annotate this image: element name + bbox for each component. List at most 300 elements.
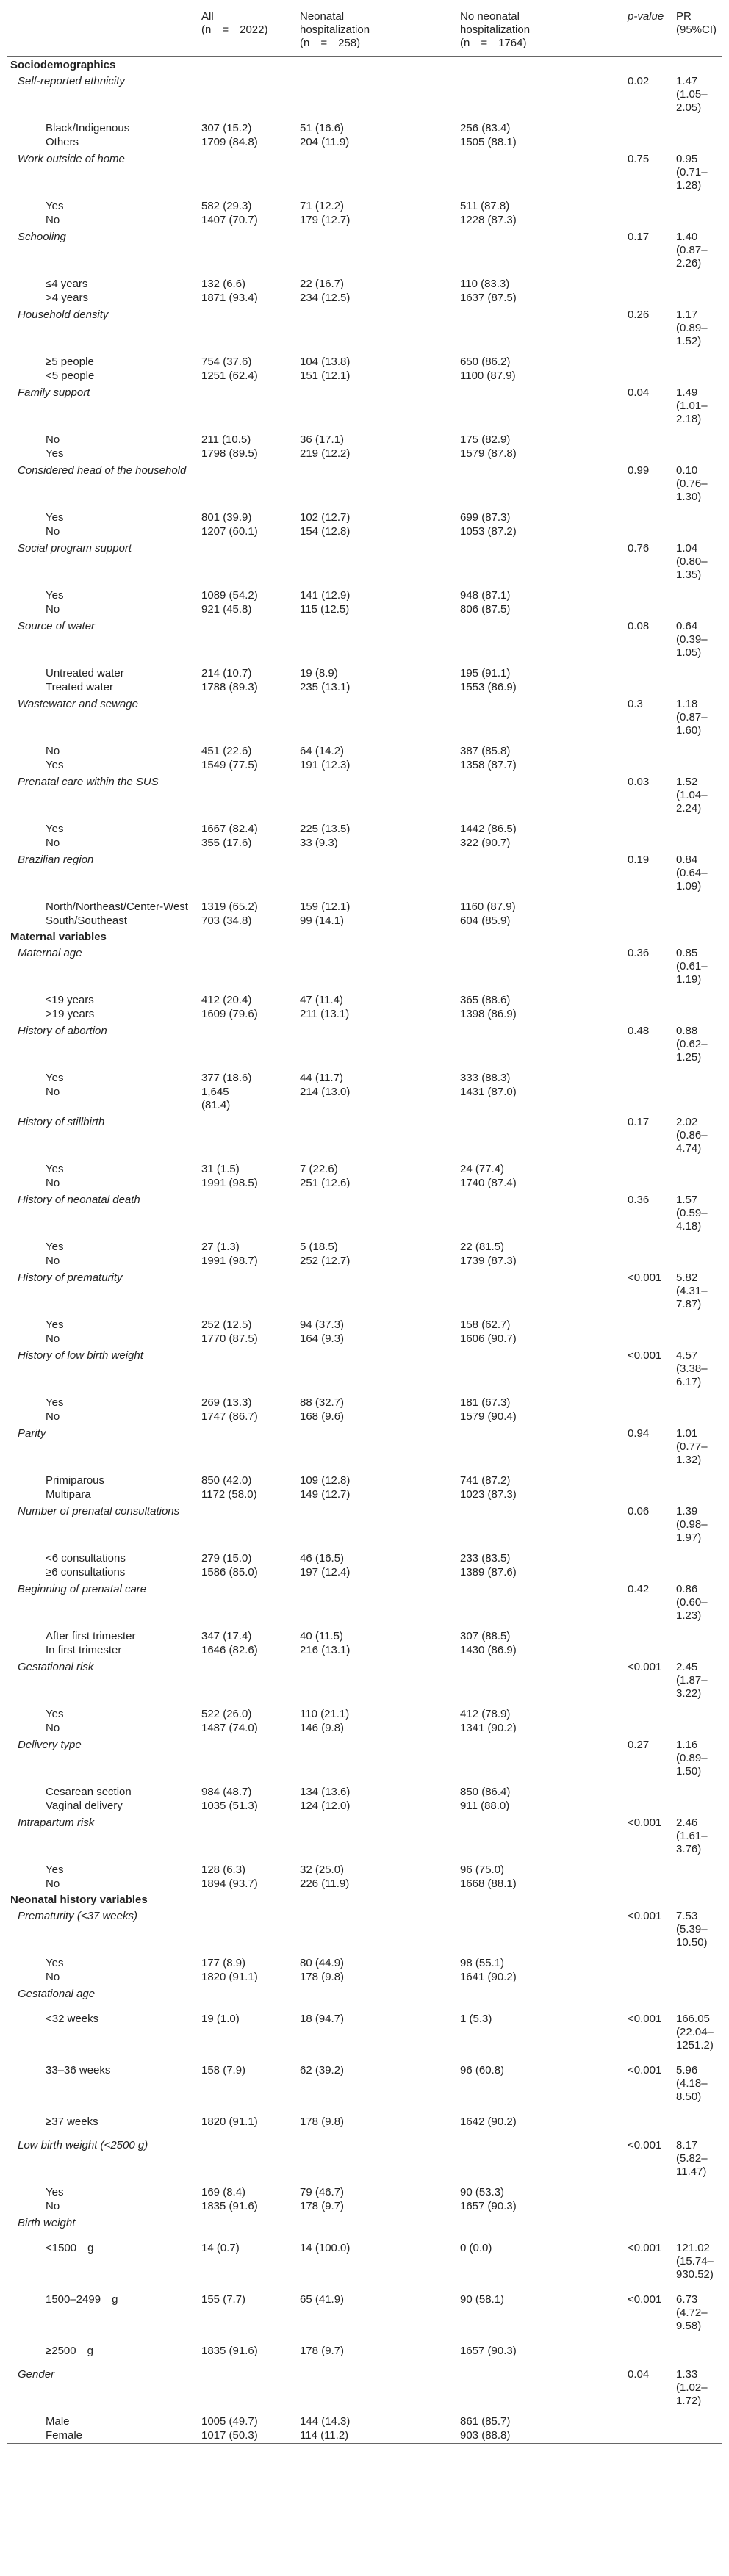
cell-no-neonatal-hospitalization	[457, 1658, 625, 1708]
cell-no-neonatal-hospitalization: 1100 (87.9)	[460, 369, 516, 382]
cell-no-neonatal-hospitalization: 1606 (90.7)	[460, 1332, 517, 1345]
row-label: No	[46, 1086, 60, 1098]
cell-all: 377 (18.6)	[201, 1072, 252, 1084]
cell-p-value	[625, 214, 673, 228]
cell-all: 1035 (51.3)	[201, 1800, 258, 1812]
cell-prevalence-ratio: 0.86 (0.60– 1.23)	[676, 1583, 708, 1622]
cell-p-value	[625, 2415, 673, 2429]
variable-row	[7, 228, 722, 278]
cell-neonatal-hospitalization: 124 (12.0)	[300, 1800, 351, 1812]
cell-all	[198, 150, 297, 200]
row-label: No	[46, 1410, 60, 1423]
cell-no-neonatal-hospitalization: 1023 (87.3)	[460, 1488, 517, 1501]
cell-neonatal-hospitalization	[297, 306, 457, 356]
row-label: Female	[46, 2429, 83, 2442]
cell-p-value	[625, 1008, 673, 1022]
category-row	[7, 2289, 722, 2340]
cell-p-value	[625, 1971, 673, 1985]
cell-all: 1609 (79.6)	[201, 1008, 258, 1020]
cell-no-neonatal-hospitalization	[457, 1191, 625, 1241]
cell-p-value	[625, 2186, 673, 2200]
cell-prevalence-ratio: 1.04 (0.80– 1.35)	[676, 542, 708, 581]
cell-all: 522 (26.0)	[201, 1708, 252, 1720]
category-row	[7, 214, 722, 228]
cell-p-value	[625, 759, 673, 773]
row-label: Primiparous	[46, 1474, 105, 1487]
cell-neonatal-hospitalization: 164 (9.3)	[300, 1332, 345, 1345]
row-label: No	[46, 837, 60, 849]
row-label: Yes	[46, 447, 64, 460]
table-body	[7, 57, 722, 2444]
cell-all: 1788 (89.3)	[201, 681, 258, 693]
cell-no-neonatal-hospitalization: 90 (53.3)	[460, 2186, 505, 2198]
header-hosp	[297, 4, 457, 57]
cell-prevalence-ratio	[673, 1255, 722, 1269]
variable-row	[7, 150, 722, 200]
cell-neonatal-hospitalization: 51 (16.6)	[300, 122, 345, 134]
cell-p-value	[625, 278, 673, 292]
cell-p-value	[625, 1474, 673, 1488]
cell-all: 703 (34.8)	[201, 914, 252, 927]
cell-p-value	[625, 1177, 673, 1191]
cell-p-value	[625, 136, 673, 150]
row-label: No	[46, 1177, 60, 1189]
table-header	[7, 4, 722, 57]
cell-p-value	[625, 447, 673, 461]
header-all	[198, 4, 297, 57]
section-header-row	[7, 57, 722, 73]
category-row	[7, 1566, 722, 1580]
row-label: Yes	[46, 759, 64, 771]
category-row	[7, 2111, 722, 2136]
cell-p-value	[625, 292, 673, 306]
cell-no-neonatal-hospitalization	[457, 306, 625, 356]
cell-prevalence-ratio	[673, 1877, 722, 1891]
row-label: Vaginal delivery	[46, 1800, 123, 1812]
cell-all: 158 (7.9)	[201, 2064, 246, 2077]
cell-no-neonatal-hospitalization: 0 (0.0)	[460, 2242, 492, 2254]
row-label: Source of water	[18, 620, 96, 632]
cell-no-neonatal-hospitalization: 256 (83.4)	[460, 122, 511, 134]
cell-p-value: <0.001	[628, 1816, 662, 1829]
cell-all: 279 (15.0)	[201, 1552, 252, 1565]
cell-neonatal-hospitalization: 88 (32.7)	[300, 1396, 345, 1409]
cell-no-neonatal-hospitalization	[457, 773, 625, 823]
header-p-label: p-value	[628, 10, 664, 23]
row-label: <32 weeks	[46, 2013, 99, 2025]
category-row	[7, 1255, 722, 1269]
cell-no-neonatal-hospitalization	[457, 1985, 625, 2008]
header-all-line2: (n = 2022)	[201, 24, 268, 36]
cell-all	[198, 1907, 297, 1957]
cell-neonatal-hospitalization	[297, 1580, 457, 1630]
row-label: 33–36 weeks	[46, 2064, 111, 2077]
category-row	[7, 603, 722, 617]
row-label: South/Southeast	[46, 914, 127, 927]
cell-no-neonatal-hospitalization: 110 (83.3)	[460, 278, 510, 290]
cell-p-value: 0.02	[628, 75, 650, 87]
cell-p-value	[625, 1985, 673, 2008]
cell-p-value	[625, 1072, 673, 1086]
cell-all: 14 (0.7)	[201, 2242, 240, 2254]
cell-no-neonatal-hospitalization	[457, 1424, 625, 1474]
cell-neonatal-hospitalization	[297, 1658, 457, 1708]
variable-row	[7, 1424, 722, 1474]
row-label: Others	[46, 136, 79, 148]
row-label: Maternal age	[18, 947, 82, 959]
category-row	[7, 589, 722, 603]
cell-p-value: <0.001	[628, 1349, 662, 1362]
cell-prevalence-ratio	[673, 837, 722, 851]
cell-neonatal-hospitalization: 235 (13.1)	[300, 681, 351, 693]
header-hosp-line2: hospitalization	[300, 24, 370, 36]
cell-no-neonatal-hospitalization	[457, 695, 625, 745]
cell-neonatal-hospitalization: 44 (11.7)	[300, 1072, 343, 1084]
cell-prevalence-ratio	[673, 823, 722, 837]
cell-all: 1991 (98.7)	[201, 1255, 258, 1267]
cell-all: 1207 (60.1)	[201, 525, 258, 538]
cell-prevalence-ratio: 1.17 (0.89– 1.52)	[676, 309, 708, 347]
cell-prevalence-ratio: 1.01 (0.77– 1.32)	[676, 1427, 708, 1466]
cell-prevalence-ratio	[673, 1177, 722, 1191]
cell-all: 1586 (85.0)	[201, 1566, 258, 1579]
cell-prevalence-ratio	[673, 589, 722, 603]
cell-prevalence-ratio	[673, 1630, 722, 1644]
cell-prevalence-ratio: 1.33 (1.02– 1.72)	[676, 2368, 708, 2407]
cell-no-neonatal-hospitalization	[457, 228, 625, 278]
cell-no-neonatal-hospitalization	[457, 1113, 625, 1163]
cell-prevalence-ratio	[673, 667, 722, 681]
cell-prevalence-ratio	[673, 1971, 722, 1985]
variable-row	[7, 1736, 722, 1786]
header-nohosp-line2: hospitalization	[460, 24, 531, 36]
cell-p-value	[625, 1318, 673, 1332]
cell-no-neonatal-hospitalization: 307 (88.5)	[460, 1630, 511, 1642]
cell-no-neonatal-hospitalization: 1053 (87.2)	[460, 525, 517, 538]
category-row	[7, 511, 722, 525]
cell-prevalence-ratio: 1.52 (1.04– 2.24)	[676, 776, 708, 815]
cell-neonatal-hospitalization: 178 (9.7)	[300, 2200, 345, 2212]
category-row	[7, 745, 722, 759]
section-header-row	[7, 928, 722, 944]
row-label: Wastewater and sewage	[18, 698, 138, 710]
cell-no-neonatal-hospitalization: 948 (87.1)	[460, 589, 511, 602]
cell-p-value: 0.27	[628, 1739, 650, 1751]
row-label: Yes	[46, 2186, 64, 2198]
cell-neonatal-hospitalization: 104 (13.8)	[300, 356, 351, 368]
row-label: No	[46, 1722, 60, 1734]
cell-p-value: 0.04	[628, 2368, 650, 2381]
row-label: >19 years	[46, 1008, 95, 1020]
cell-neonatal-hospitalization: 14 (100.0)	[300, 2242, 351, 2254]
cell-neonatal-hospitalization	[297, 617, 457, 667]
cell-neonatal-hospitalization: 225 (13.5)	[300, 823, 351, 835]
cell-no-neonatal-hospitalization: 195 (91.1)	[460, 667, 511, 679]
category-row	[7, 1163, 722, 1177]
category-row	[7, 759, 722, 773]
cell-no-neonatal-hospitalization: 1 (5.3)	[460, 2013, 492, 2025]
data-table	[7, 4, 722, 2444]
cell-all: 347 (17.4)	[201, 1630, 252, 1642]
variable-row	[7, 617, 722, 667]
cell-prevalence-ratio: 0.84 (0.64– 1.09)	[676, 854, 708, 892]
category-row	[7, 1488, 722, 1502]
cell-all	[198, 461, 297, 511]
cell-all: 1835 (91.6)	[201, 2200, 258, 2212]
cell-neonatal-hospitalization: 64 (14.2)	[300, 745, 345, 757]
cell-neonatal-hospitalization	[297, 228, 457, 278]
cell-no-neonatal-hospitalization	[457, 1022, 625, 1072]
cell-prevalence-ratio	[673, 1552, 722, 1566]
cell-prevalence-ratio	[673, 1474, 722, 1488]
section-title: Sociodemographics	[10, 59, 116, 71]
cell-all: 1747 (86.7)	[201, 1410, 258, 1423]
cell-p-value: <0.001	[628, 2064, 662, 2077]
cell-all: 214 (10.7)	[201, 667, 252, 679]
row-label: After first trimester	[46, 1630, 136, 1642]
cell-prevalence-ratio	[673, 433, 722, 447]
cell-p-value	[625, 1086, 673, 1113]
variable-row	[7, 851, 722, 901]
cell-all: 1017 (50.3)	[201, 2429, 258, 2442]
cell-prevalence-ratio	[673, 603, 722, 617]
cell-p-value	[625, 589, 673, 603]
cell-prevalence-ratio	[673, 525, 722, 539]
category-row	[7, 901, 722, 914]
cell-no-neonatal-hospitalization: 511 (87.8)	[460, 200, 510, 212]
cell-no-neonatal-hospitalization: 233 (83.5)	[460, 1552, 511, 1565]
category-row	[7, 1957, 722, 1971]
row-label: History of prematurity	[18, 1271, 123, 1284]
cell-no-neonatal-hospitalization: 1579 (87.8)	[460, 447, 517, 460]
cell-prevalence-ratio	[673, 1864, 722, 1877]
cell-neonatal-hospitalization	[297, 383, 457, 433]
category-row	[7, 1971, 722, 1985]
cell-all	[198, 1022, 297, 1072]
cell-neonatal-hospitalization: 5 (18.5)	[300, 1241, 338, 1253]
category-row	[7, 1800, 722, 1814]
cell-all	[198, 617, 297, 667]
cell-neonatal-hospitalization: 99 (14.1)	[300, 914, 345, 927]
cell-no-neonatal-hospitalization	[457, 851, 625, 901]
cell-p-value: 0.19	[628, 854, 650, 866]
cell-all: 582 (29.3)	[201, 200, 252, 212]
cell-no-neonatal-hospitalization	[457, 150, 625, 200]
cell-p-value	[625, 369, 673, 383]
header-nohosp-line1: No neonatal	[460, 10, 520, 23]
cell-no-neonatal-hospitalization: 1641 (90.2)	[460, 1971, 517, 1983]
cell-neonatal-hospitalization: 216 (13.1)	[300, 1644, 351, 1656]
cell-neonatal-hospitalization: 134 (13.6)	[300, 1786, 351, 1798]
cell-all: 984 (48.7)	[201, 1786, 252, 1798]
row-label: ≥2500 g	[46, 2345, 93, 2357]
cell-p-value	[625, 994, 673, 1008]
cell-prevalence-ratio	[673, 745, 722, 759]
category-row	[7, 1708, 722, 1722]
cell-neonatal-hospitalization	[297, 851, 457, 901]
cell-p-value	[625, 823, 673, 837]
variable-row	[7, 72, 722, 122]
cell-all	[198, 1658, 297, 1708]
cell-prevalence-ratio	[673, 200, 722, 214]
cell-p-value: <0.001	[628, 2293, 662, 2306]
cell-p-value	[625, 901, 673, 914]
variable-row	[7, 1191, 722, 1241]
variable-row	[7, 1985, 722, 2008]
cell-all: 355 (17.6)	[201, 837, 252, 849]
cell-neonatal-hospitalization: 141 (12.9)	[300, 589, 351, 602]
cell-all: 177 (8.9)	[201, 1957, 246, 1969]
cell-prevalence-ratio	[673, 2429, 722, 2444]
category-row	[7, 1318, 722, 1332]
cell-prevalence-ratio: 0.64 (0.39– 1.05)	[676, 620, 708, 659]
cell-no-neonatal-hospitalization	[457, 617, 625, 667]
category-row	[7, 2340, 722, 2365]
cell-all: 132 (6.6)	[201, 278, 246, 290]
cell-no-neonatal-hospitalization	[457, 1346, 625, 1396]
row-label: No	[46, 603, 60, 616]
cell-neonatal-hospitalization	[297, 539, 457, 589]
cell-p-value	[625, 1800, 673, 1814]
variable-row	[7, 1346, 722, 1396]
row-label: Parity	[18, 1427, 46, 1440]
cell-neonatal-hospitalization: 71 (12.2)	[300, 200, 345, 212]
variable-row	[7, 1658, 722, 1708]
cell-no-neonatal-hospitalization	[457, 72, 625, 122]
cell-p-value	[625, 2214, 673, 2237]
cell-neonatal-hospitalization	[297, 1424, 457, 1474]
cell-no-neonatal-hospitalization	[457, 539, 625, 589]
category-row	[7, 1241, 722, 1255]
variable-row	[7, 1269, 722, 1318]
cell-all: 1991 (98.5)	[201, 1177, 258, 1189]
cell-no-neonatal-hospitalization: 806 (87.5)	[460, 603, 511, 616]
row-label: Yes	[46, 1241, 64, 1253]
cell-p-value	[625, 745, 673, 759]
cell-p-value	[625, 122, 673, 136]
cell-neonatal-hospitalization	[297, 1269, 457, 1318]
cell-all	[198, 72, 297, 122]
cell-prevalence-ratio	[673, 447, 722, 461]
cell-all	[198, 2214, 297, 2237]
cell-neonatal-hospitalization: 65 (41.9)	[300, 2293, 345, 2306]
cell-no-neonatal-hospitalization: 911 (88.0)	[460, 1800, 510, 1812]
variable-row	[7, 1022, 722, 1072]
cell-neonatal-hospitalization	[297, 1985, 457, 2008]
cell-no-neonatal-hospitalization: 1740 (87.4)	[460, 1177, 517, 1189]
category-row	[7, 1630, 722, 1644]
cell-neonatal-hospitalization	[297, 1736, 457, 1786]
row-label: >4 years	[46, 292, 88, 304]
row-label: Social program support	[18, 542, 132, 555]
cell-no-neonatal-hospitalization: 181 (67.3)	[460, 1396, 511, 1409]
cell-p-value	[625, 681, 673, 695]
cell-prevalence-ratio	[673, 1566, 722, 1580]
cell-p-value	[625, 1786, 673, 1800]
row-label: Prematurity (<37 weeks)	[18, 1910, 137, 1922]
cell-prevalence-ratio	[673, 1786, 722, 1800]
cell-no-neonatal-hospitalization: 1160 (87.9)	[460, 901, 516, 913]
cell-no-neonatal-hospitalization: 604 (85.9)	[460, 914, 511, 927]
cell-prevalence-ratio: 0.95 (0.71– 1.28)	[676, 153, 708, 192]
category-row	[7, 1008, 722, 1022]
cell-all	[198, 1814, 297, 1864]
row-label: ≥6 consultations	[46, 1566, 126, 1579]
row-label: Yes	[46, 1864, 64, 1876]
cell-neonatal-hospitalization: 19 (8.9)	[300, 667, 338, 679]
cell-all: 1251 (62.4)	[201, 369, 258, 382]
cell-all	[198, 944, 297, 994]
cell-neonatal-hospitalization: 46 (16.5)	[300, 1552, 345, 1565]
category-row	[7, 200, 722, 214]
row-label: Black/Indigenous	[46, 122, 130, 134]
cell-p-value	[625, 1708, 673, 1722]
cell-all: 1798 (89.5)	[201, 447, 258, 460]
row-label: Yes	[46, 511, 64, 524]
cell-neonatal-hospitalization: 204 (11.9)	[300, 136, 350, 148]
cell-no-neonatal-hospitalization: 903 (88.8)	[460, 2429, 511, 2442]
cell-all: 1709 (84.8)	[201, 136, 258, 148]
cell-prevalence-ratio: 6.73 (4.72– 9.58)	[676, 2293, 708, 2332]
row-label: Treated water	[46, 681, 113, 693]
row-label: Gestational risk	[18, 1661, 94, 1673]
cell-prevalence-ratio	[673, 1086, 722, 1113]
cell-no-neonatal-hospitalization: 699 (87.3)	[460, 511, 511, 524]
category-row	[7, 2200, 722, 2214]
cell-neonatal-hospitalization	[297, 1907, 457, 1957]
row-label: Multipara	[46, 1488, 91, 1501]
cell-no-neonatal-hospitalization: 1739 (87.3)	[460, 1255, 517, 1267]
cell-no-neonatal-hospitalization: 1398 (86.9)	[460, 1008, 517, 1020]
cell-neonatal-hospitalization: 178 (9.8)	[300, 2115, 345, 2128]
cell-prevalence-ratio	[673, 759, 722, 773]
cell-prevalence-ratio	[673, 356, 722, 369]
cell-neonatal-hospitalization: 178 (9.8)	[300, 1971, 345, 1983]
cell-prevalence-ratio: 1.40 (0.87– 2.26)	[676, 231, 708, 270]
cell-neonatal-hospitalization: 110 (21.1)	[300, 1708, 350, 1720]
cell-no-neonatal-hospitalization: 1642 (90.2)	[460, 2115, 517, 2128]
cell-all: 1005 (49.7)	[201, 2415, 258, 2428]
cell-all	[198, 383, 297, 433]
category-row	[7, 122, 722, 136]
cell-no-neonatal-hospitalization: 1657 (90.3)	[460, 2345, 517, 2357]
row-label: Intrapartum risk	[18, 1816, 95, 1829]
cell-no-neonatal-hospitalization: 1637 (87.5)	[460, 292, 517, 304]
cell-neonatal-hospitalization: 144 (14.3)	[300, 2415, 351, 2428]
cell-neonatal-hospitalization	[297, 2214, 457, 2237]
cell-p-value	[625, 667, 673, 681]
category-row	[7, 1177, 722, 1191]
category-row	[7, 1722, 722, 1736]
row-label: Yes	[46, 823, 64, 835]
cell-prevalence-ratio	[673, 1488, 722, 1502]
row-label: Yes	[46, 1318, 64, 1331]
cell-prevalence-ratio: 1.18 (0.87– 1.60)	[676, 698, 708, 737]
cell-p-value	[625, 914, 673, 928]
cell-neonatal-hospitalization: 159 (12.1)	[300, 901, 351, 913]
row-label: Brazilian region	[18, 854, 94, 866]
variable-row	[7, 1580, 722, 1630]
row-label: Yes	[46, 1957, 64, 1969]
cell-p-value	[625, 433, 673, 447]
cell-no-neonatal-hospitalization	[457, 1269, 625, 1318]
row-label: Gestational age	[18, 1988, 96, 2000]
row-label: Beginning of prenatal care	[18, 1583, 147, 1595]
cell-neonatal-hospitalization: 36 (17.1)	[300, 433, 345, 446]
cell-all: 31 (1.5)	[201, 1163, 240, 1175]
cell-neonatal-hospitalization: 7 (22.6)	[300, 1163, 338, 1175]
cell-prevalence-ratio: 1.47 (1.05– 2.05)	[676, 75, 708, 114]
